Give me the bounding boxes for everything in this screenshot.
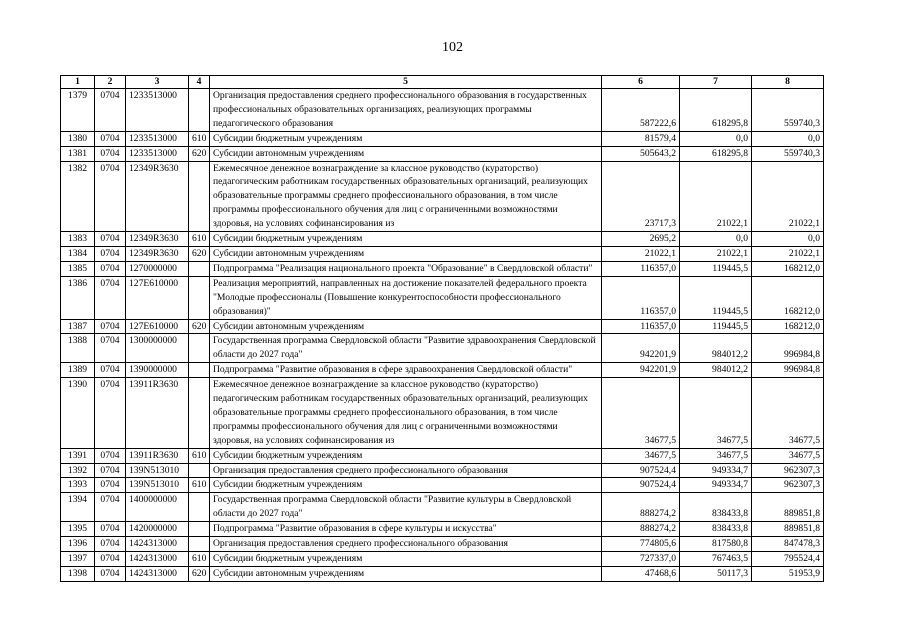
- item-name: Субсидии бюджетным учреждениям: [210, 478, 602, 493]
- target-article-code: 1270000000: [126, 261, 189, 276]
- expense-type-code: [189, 363, 210, 378]
- table-row: [61, 522, 824, 537]
- item-name: Субсидии автономным учреждениям: [210, 246, 602, 261]
- item-name: Субсидии бюджетным учреждениям: [210, 131, 602, 146]
- table-row: [61, 246, 824, 261]
- amount-year-1: 116357,0: [602, 261, 680, 276]
- column-header: 8: [752, 76, 824, 89]
- item-name: Организация предоставления среднего профессионального образования: [210, 463, 602, 478]
- expense-type-code: 620: [189, 566, 210, 581]
- table-row: [61, 378, 824, 449]
- amount-year-3: 795524,4: [752, 552, 824, 567]
- section-code: 0704: [95, 566, 126, 581]
- column-header: 7: [680, 76, 752, 89]
- expense-type-code: [189, 334, 210, 363]
- expense-type-code: 610: [189, 448, 210, 463]
- table-row: [61, 161, 824, 232]
- column-header: 3: [126, 76, 189, 89]
- section-code: 0704: [95, 161, 126, 232]
- target-article-code: 1300000000: [126, 334, 189, 363]
- target-article-code: 1420000000: [126, 522, 189, 537]
- target-article-code: 139N513010: [126, 478, 189, 493]
- target-article-code: 139N513010: [126, 463, 189, 478]
- amount-year-2: 618295,8: [680, 89, 752, 132]
- amount-year-3: 0,0: [752, 232, 824, 247]
- row-number: 1392: [61, 463, 95, 478]
- amount-year-3: 34677,5: [752, 448, 824, 463]
- section-code: 0704: [95, 146, 126, 161]
- item-name: Субсидии бюджетным учреждениям: [210, 552, 602, 567]
- target-article-code: 1390000000: [126, 363, 189, 378]
- amount-year-2: 21022,1: [680, 161, 752, 232]
- table-row: [61, 363, 824, 378]
- target-article-code: 13911R3630: [126, 378, 189, 449]
- amount-year-1: 888274,2: [602, 522, 680, 537]
- section-code: 0704: [95, 493, 126, 522]
- expense-type-code: [189, 261, 210, 276]
- amount-year-3: 889851,8: [752, 493, 824, 522]
- amount-year-1: 942201,9: [602, 334, 680, 363]
- amount-year-3: 847478,3: [752, 537, 824, 552]
- column-header: 1: [61, 76, 95, 89]
- amount-year-3: 34677,5: [752, 378, 824, 449]
- amount-year-2: 119445,5: [680, 276, 752, 319]
- table-row: [61, 89, 824, 132]
- amount-year-3: 996984,8: [752, 334, 824, 363]
- table-row: [61, 493, 824, 522]
- amount-year-2: 50117,3: [680, 566, 752, 581]
- amount-year-1: 2695,2: [602, 232, 680, 247]
- amount-year-3: 51953,9: [752, 566, 824, 581]
- target-article-code: 1233513000: [126, 131, 189, 146]
- column-header: 6: [602, 76, 680, 89]
- target-article-code: 1424313000: [126, 537, 189, 552]
- section-code: 0704: [95, 89, 126, 132]
- amount-year-1: 23717,3: [602, 161, 680, 232]
- row-number: 1380: [61, 131, 95, 146]
- amount-year-2: 21022,1: [680, 246, 752, 261]
- item-name: Подпрограмма "Развитие образования в сфере культуры и искусства": [210, 522, 602, 537]
- amount-year-1: 942201,9: [602, 363, 680, 378]
- row-number: 1393: [61, 478, 95, 493]
- amount-year-1: 888274,2: [602, 493, 680, 522]
- amount-year-1: 907524,4: [602, 463, 680, 478]
- expense-type-code: [189, 378, 210, 449]
- expense-type-code: 610: [189, 232, 210, 247]
- amount-year-1: 727337,0: [602, 552, 680, 567]
- table-row: [61, 478, 824, 493]
- amount-year-3: 996984,8: [752, 363, 824, 378]
- target-article-code: 13911R3630: [126, 448, 189, 463]
- item-name: Ежемесячное денежное вознаграждение за классное руководство (кураторство) педагогическим работникам государственных образовательных организаций, реализующих образовательные программы среднего профессионального образования, в том числе программы профессионального обучения для лиц с ограниченными возможностями здоровья, на условиях софинансирования из: [210, 378, 602, 449]
- row-number: 1383: [61, 232, 95, 247]
- section-code: 0704: [95, 131, 126, 146]
- amount-year-1: 116357,0: [602, 319, 680, 334]
- table-row: [61, 261, 824, 276]
- amount-year-3: 21022,1: [752, 161, 824, 232]
- amount-year-1: 505643,2: [602, 146, 680, 161]
- amount-year-1: 774805,6: [602, 537, 680, 552]
- amount-year-2: 119445,5: [680, 261, 752, 276]
- section-code: 0704: [95, 246, 126, 261]
- row-number: 1398: [61, 566, 95, 581]
- amount-year-3: 889851,8: [752, 522, 824, 537]
- item-name: Реализация мероприятий, направленных на достижение показателей федерального проекта "Молодые профессионалы (Повышение конкурентоспособности профессионального образования)": [210, 276, 602, 319]
- target-article-code: 127E610000: [126, 319, 189, 334]
- expense-type-code: 610: [189, 552, 210, 567]
- item-name: Организация предоставления среднего профессионального образования в государственных профессиональных образовательных организациях, реализующих программы педагогического образования: [210, 89, 602, 132]
- section-code: 0704: [95, 448, 126, 463]
- target-article-code: 12349R3630: [126, 246, 189, 261]
- column-header: 5: [210, 76, 602, 89]
- row-number: 1396: [61, 537, 95, 552]
- table-row: [61, 448, 824, 463]
- target-article-code: 1400000000: [126, 493, 189, 522]
- section-code: 0704: [95, 378, 126, 449]
- row-number: 1379: [61, 89, 95, 132]
- section-code: 0704: [95, 276, 126, 319]
- expense-type-code: 620: [189, 246, 210, 261]
- page-number: 102: [442, 40, 463, 55]
- amount-year-1: 47468,6: [602, 566, 680, 581]
- row-number: 1387: [61, 319, 95, 334]
- expense-type-code: 620: [189, 146, 210, 161]
- amount-year-2: 34677,5: [680, 378, 752, 449]
- target-article-code: 1424313000: [126, 552, 189, 567]
- amount-year-2: 949334,7: [680, 463, 752, 478]
- target-article-code: 12349R3630: [126, 232, 189, 247]
- amount-year-2: 838433,8: [680, 522, 752, 537]
- amount-year-3: 168212,0: [752, 261, 824, 276]
- column-header: 2: [95, 76, 126, 89]
- amount-year-3: 168212,0: [752, 276, 824, 319]
- table-row: [61, 334, 824, 363]
- table-row: [61, 146, 824, 161]
- amount-year-1: 21022,1: [602, 246, 680, 261]
- expense-type-code: [189, 161, 210, 232]
- amount-year-1: 587222,6: [602, 89, 680, 132]
- item-name: Субсидии автономным учреждениям: [210, 566, 602, 581]
- amount-year-3: 0,0: [752, 131, 824, 146]
- amount-year-1: 907524,4: [602, 478, 680, 493]
- item-name: Подпрограмма "Развитие образования в сфере здравоохранения Свердловской области": [210, 363, 602, 378]
- amount-year-1: 34677,5: [602, 378, 680, 449]
- row-number: 1388: [61, 334, 95, 363]
- row-number: 1395: [61, 522, 95, 537]
- column-header: 4: [189, 76, 210, 89]
- table-row: [61, 566, 824, 581]
- section-code: 0704: [95, 334, 126, 363]
- amount-year-3: 559740,3: [752, 146, 824, 161]
- item-name: Государственная программа Свердловской области "Развитие здравоохранения Свердловской области до 2027 года": [210, 334, 602, 363]
- section-code: 0704: [95, 463, 126, 478]
- item-name: Субсидии автономным учреждениям: [210, 146, 602, 161]
- target-article-code: 12349R3630: [126, 161, 189, 232]
- amount-year-2: 767463,5: [680, 552, 752, 567]
- expense-type-code: [189, 89, 210, 132]
- expense-type-code: [189, 537, 210, 552]
- item-name: Подпрограмма "Реализация национального проекта "Образование" в Свердловской области": [210, 261, 602, 276]
- section-code: 0704: [95, 261, 126, 276]
- target-article-code: 1424313000: [126, 566, 189, 581]
- budget-table: [60, 75, 824, 582]
- row-number: 1385: [61, 261, 95, 276]
- expense-type-code: 620: [189, 319, 210, 334]
- row-number: 1397: [61, 552, 95, 567]
- amount-year-2: 0,0: [680, 232, 752, 247]
- row-number: 1384: [61, 246, 95, 261]
- expense-type-code: 610: [189, 131, 210, 146]
- section-code: 0704: [95, 537, 126, 552]
- table-row: [61, 552, 824, 567]
- amount-year-3: 559740,3: [752, 89, 824, 132]
- amount-year-2: 838433,8: [680, 493, 752, 522]
- table-body: [61, 89, 824, 582]
- row-number: 1386: [61, 276, 95, 319]
- item-name: Субсидии бюджетным учреждениям: [210, 232, 602, 247]
- section-code: 0704: [95, 232, 126, 247]
- item-name: Организация предоставления среднего профессионального образования: [210, 537, 602, 552]
- amount-year-3: 962307,3: [752, 463, 824, 478]
- section-code: 0704: [95, 478, 126, 493]
- amount-year-2: 618295,8: [680, 146, 752, 161]
- row-number: 1381: [61, 146, 95, 161]
- section-code: 0704: [95, 319, 126, 334]
- expense-type-code: 610: [189, 478, 210, 493]
- amount-year-3: 168212,0: [752, 319, 824, 334]
- target-article-code: 1233513000: [126, 146, 189, 161]
- amount-year-2: 34677,5: [680, 448, 752, 463]
- header-row: [61, 76, 824, 89]
- item-name: Государственная программа Свердловской области "Развитие культуры в Свердловской области до 2027 года": [210, 493, 602, 522]
- row-number: 1389: [61, 363, 95, 378]
- section-code: 0704: [95, 522, 126, 537]
- row-number: 1391: [61, 448, 95, 463]
- section-code: 0704: [95, 363, 126, 378]
- amount-year-2: 0,0: [680, 131, 752, 146]
- amount-year-1: 34677,5: [602, 448, 680, 463]
- table-row: [61, 463, 824, 478]
- table-row: [61, 131, 824, 146]
- section-code: 0704: [95, 552, 126, 567]
- table-row: [61, 537, 824, 552]
- expense-type-code: [189, 463, 210, 478]
- amount-year-2: 949334,7: [680, 478, 752, 493]
- item-name: Ежемесячное денежное вознаграждение за классное руководство (кураторство) педагогическим работникам государственных образовательных организаций, реализующих образовательные программы среднего профессионального образования, в том числе программы профессионального обучения для лиц с ограниченными возможностями здоровья, на условиях софинансирования из: [210, 161, 602, 232]
- item-name: Субсидии автономным учреждениям: [210, 319, 602, 334]
- table-row: [61, 276, 824, 319]
- item-name: Субсидии бюджетным учреждениям: [210, 448, 602, 463]
- amount-year-3: 962307,3: [752, 478, 824, 493]
- row-number: 1390: [61, 378, 95, 449]
- expense-type-code: [189, 276, 210, 319]
- amount-year-2: 984012,2: [680, 363, 752, 378]
- amount-year-2: 817580,8: [680, 537, 752, 552]
- expense-type-code: [189, 493, 210, 522]
- amount-year-1: 81579,4: [602, 131, 680, 146]
- table-row: [61, 319, 824, 334]
- amount-year-1: 116357,0: [602, 276, 680, 319]
- row-number: 1382: [61, 161, 95, 232]
- amount-year-3: 21022,1: [752, 246, 824, 261]
- expense-type-code: [189, 522, 210, 537]
- amount-year-2: 984012,2: [680, 334, 752, 363]
- amount-year-2: 119445,5: [680, 319, 752, 334]
- row-number: 1394: [61, 493, 95, 522]
- table-row: [61, 232, 824, 247]
- target-article-code: 127E610000: [126, 276, 189, 319]
- target-article-code: 1233513000: [126, 89, 189, 132]
